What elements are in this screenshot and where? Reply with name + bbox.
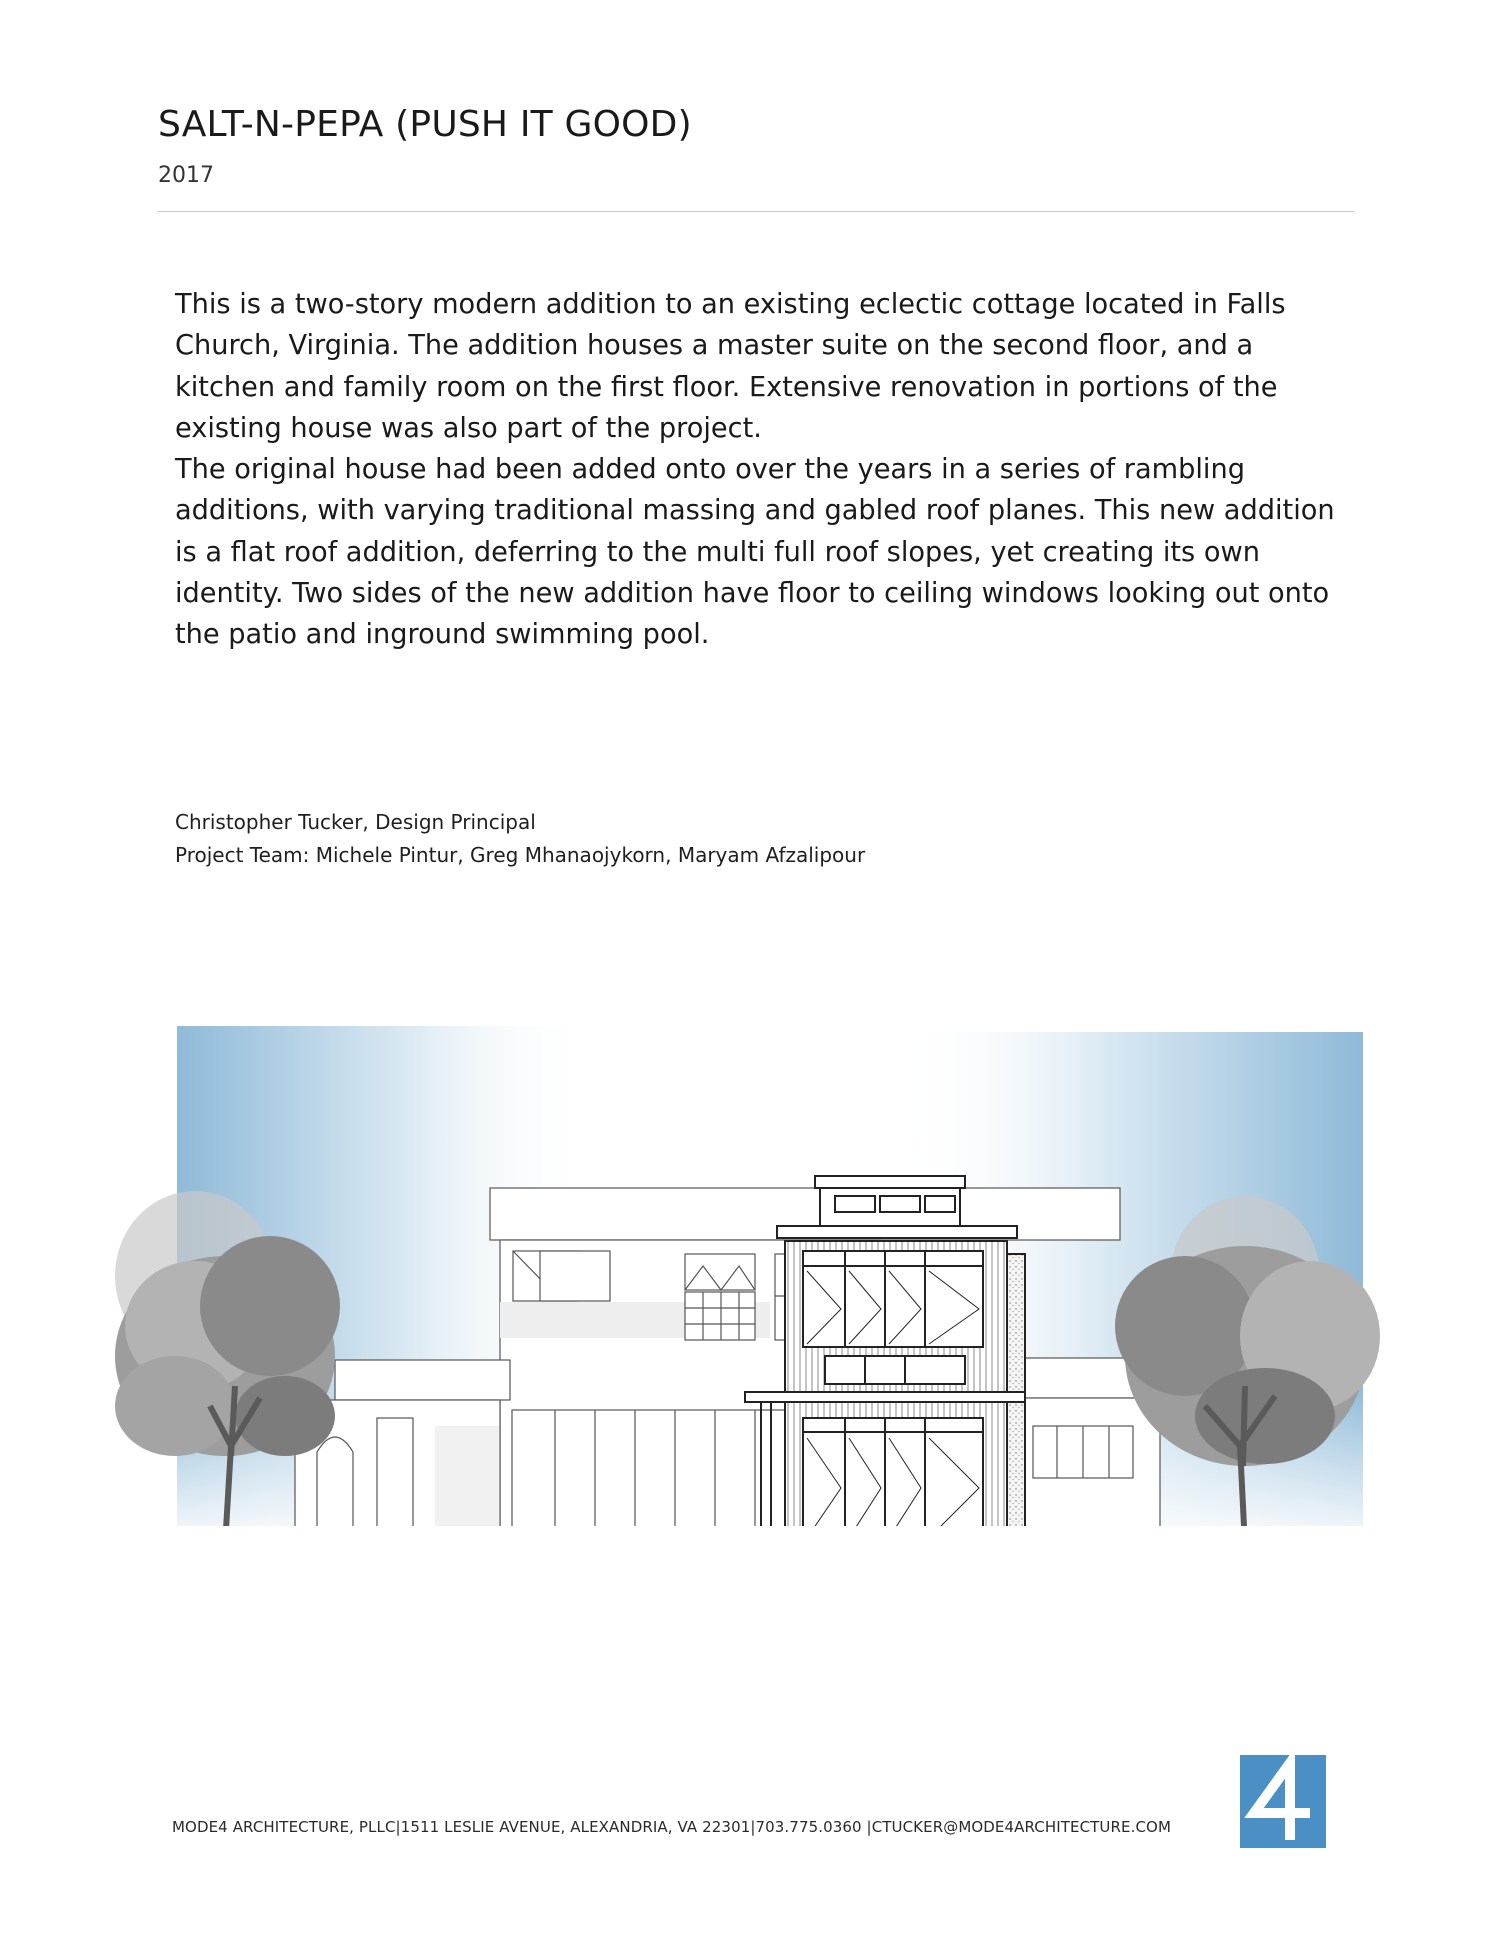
mode4-logo-icon [1240, 1755, 1326, 1848]
modern-addition [745, 1176, 1025, 1526]
project-team: Project Team: Michele Pintur, Greg Mhanaojykorn, Maryam Afzalipour [175, 843, 866, 867]
header-divider [158, 211, 1354, 212]
project-year: 2017 [158, 163, 214, 188]
project-description [175, 284, 1340, 656]
description-paragraph-2: The original house had been added onto over the years in a series of rambling additions, with varying traditional massing and gabled roof planes. This new addition is a flat roof addition, deferring to the multi full roof slopes, yet creating its own identity. Two sides of the new addition have floor to ceiling windows looking out onto the patio and inground swimming pool. [175, 454, 1335, 651]
project-title: SALT-N-PEPA (PUSH IT GOOD) [158, 104, 692, 145]
design-principal: Christopher Tucker, Design Principal [175, 810, 536, 834]
footer-contact: MODE4 ARCHITECTURE, PLLC|1511 LESLIE AVENUE, ALEXANDRIA, VA 22301|703.775.0360 |CTUCKER@MODE4ARCHITECTURE.COM [172, 1818, 1172, 1836]
house-elevation-drawing [85, 1026, 1415, 1526]
project-credits [175, 806, 865, 872]
description-paragraph-1: This is a two-story modern addition to an existing eclectic cottage located in Falls Church, Virginia. The addition houses a master suite on the second floor, and a kitchen and family room on the first floor. Extensive renovation in portions of the existing house was also part of the project. [175, 289, 1286, 444]
